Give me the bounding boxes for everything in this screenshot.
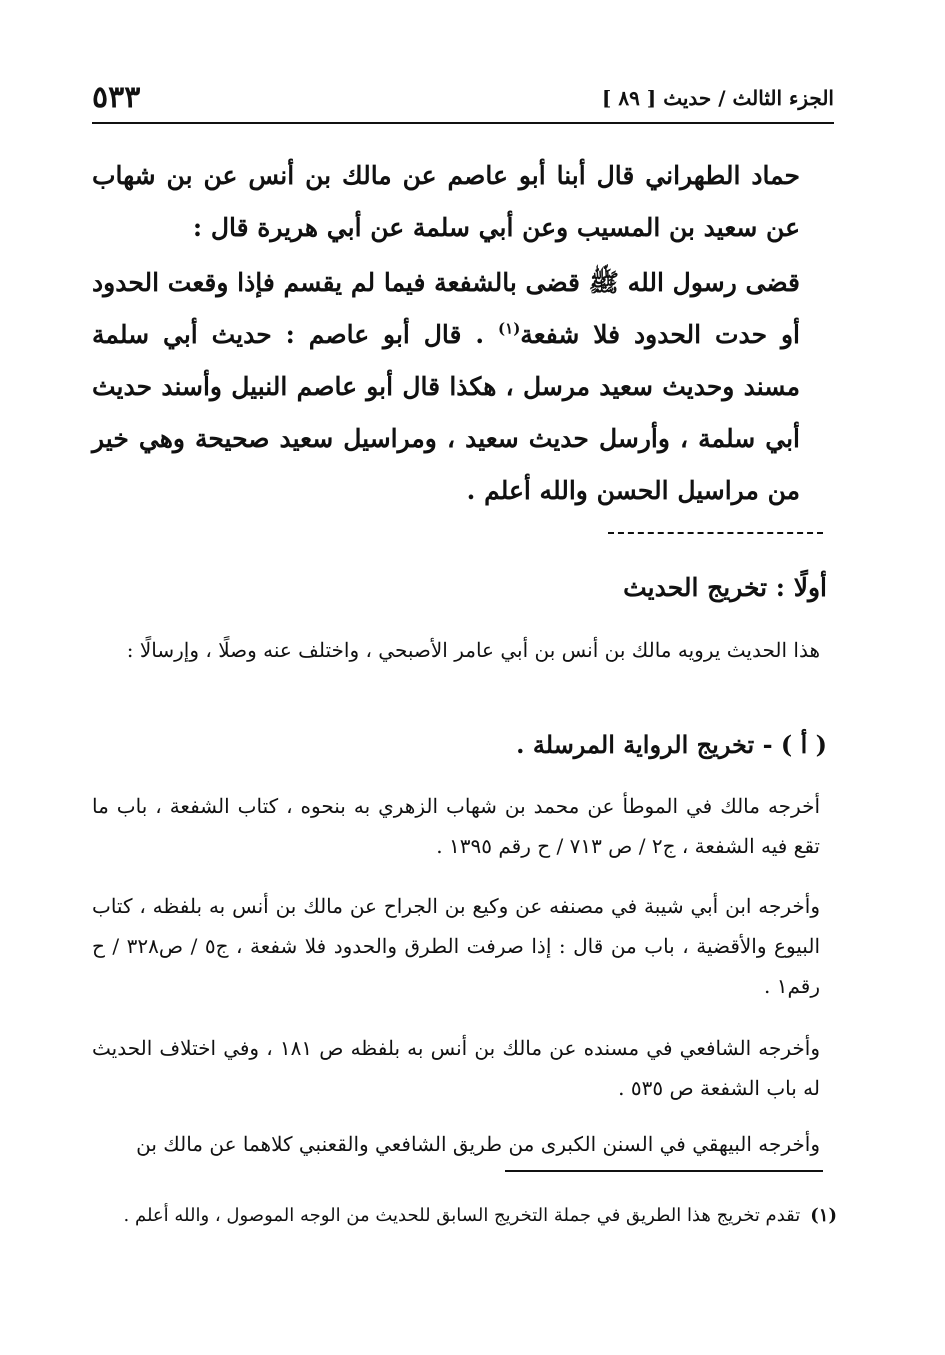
matn-paragraph: [92, 257, 800, 517]
paragraph-text: وأخرجه الشافعي في مسنده عن مالك بن أنس به بلفظه ص ١٨١ ، وفي اختلاف الحديث له باب الشفعة ص ٥٣٥ .: [92, 1036, 820, 1100]
intro-text: هذا الحديث يرويه مالك بن أنس بن أبي عامر الأصبحي ، واختلف عنه وصلًا ، وإرسالًا :: [126, 638, 820, 662]
takhrij-paragraph: [92, 1028, 820, 1108]
hadith-matn: [92, 257, 800, 517]
section-intro: [92, 630, 820, 670]
takhrij-paragraph: [92, 1124, 820, 1164]
paragraph-text: أخرجه مالك في الموطأ عن محمد بن شهاب الزهري به بنحوه ، كتاب الشفعة ، باب ما تقع فيه الشفعة ، ج٢ / ص ٧١٣ / ح رقم ١٣٩٥ .: [92, 794, 820, 858]
hadith-isnad: [92, 150, 800, 254]
matn-after-note: . قال أبو عاصم : حديث أبي سلمة مسند وحديث سعيد مرسل ، هكذا قال أبو عاصم النبيل وأسند حديث أبي سلمة ، وأرسل حديث سعيد ، ومراسيل سعيد صحيحة وهي خير من مراسيل الحسن والله أعلم .: [92, 320, 800, 505]
page-number: ٥٣٣: [92, 80, 141, 115]
takhrij-paragraph: [92, 786, 820, 866]
footnote-reference: (١): [498, 319, 521, 338]
isnad-text: حماد الطهراني قال أبنا أبو عاصم عن مالك بن أنس عن بن شهاب عن سعيد بن المسيب وعن أبي سلمة عن أبي هريرة قال :: [92, 161, 800, 242]
footnote-mark: (١): [810, 1205, 837, 1226]
footnote: [92, 1197, 837, 1235]
subheading: ( أ ) - تخريج الرواية المرسلة .: [516, 730, 827, 759]
matn-before-note: قضى رسول الله ﷺ قضى بالشفعة فيما لم يقسم فإذا وقعت الحدود أو حدت الحدود فلا شفعة: [92, 268, 800, 349]
page-header: [92, 80, 834, 120]
takhrij-paragraph: [92, 886, 820, 1006]
footnote-rule: [505, 1170, 823, 1172]
footnote-text: تقدم تخريج هذا الطريق في جملة التخريج السابق للحديث من الوجه الموصول ، والله أعلم .: [123, 1205, 801, 1226]
paragraph-text: وأخرجه ابن أبي شيبة في مصنفه عن وكيع بن الجراح عن مالك بن أنس به بلفظه ، كتاب البيوع والأقضية ، باب من قال : إذا صرفت الطرق والحدود فلا شفعة ، ج٥ / ص٣٢٨ / ح رقم١ .: [92, 894, 820, 998]
section-title: أولًا : تخريج الحديث: [623, 573, 827, 602]
section-separator: [608, 532, 823, 534]
paragraph-text: وأخرجه البيهقي في السنن الكبرى من طريق الشافعي والقعنبي كلاهما عن مالك بن: [136, 1132, 820, 1156]
running-title: الجزء الثالث / حديث [ ٨٩ ]: [601, 86, 834, 110]
header-rule: [92, 122, 834, 124]
